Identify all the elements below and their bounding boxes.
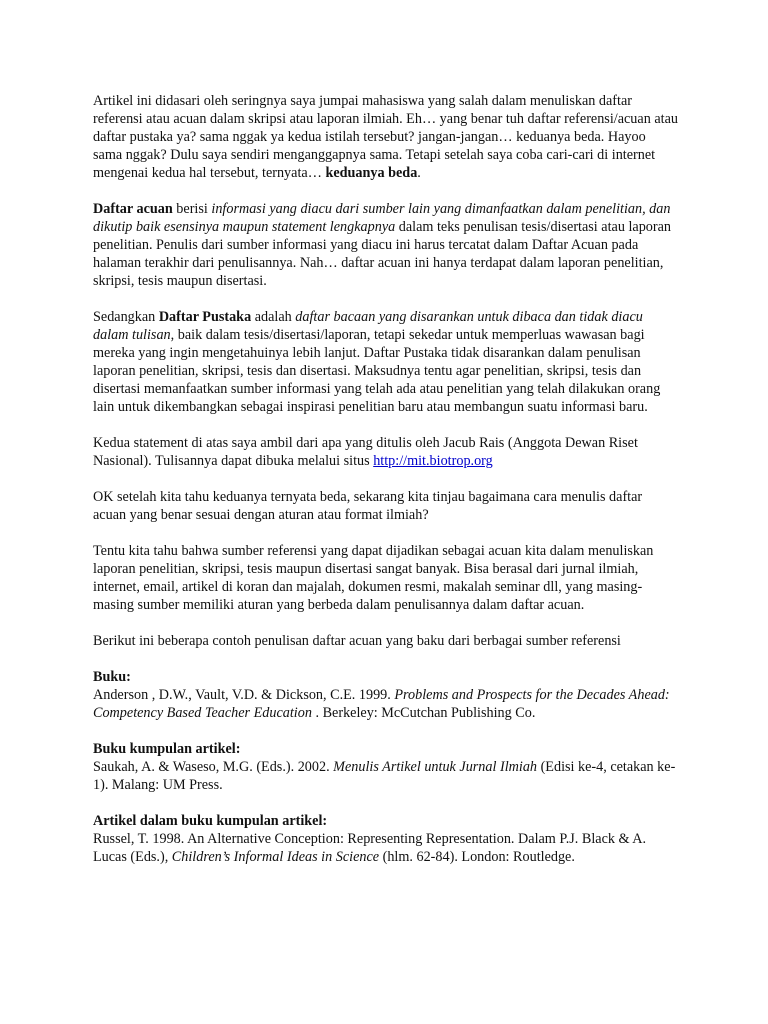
daftar-pustaka-definition: daftar bacaan yang disarankan untuk dibaca dan tidak diacu dalam tulisan (93, 309, 643, 343)
intro-emphasis: keduanya beda (325, 165, 418, 181)
daftar-acuan-paragraph (93, 200, 678, 290)
reference-sources-paragraph: Tentu kita tahu bahwa sumber referensi yang dapat dijadikan sebagai acuan kita dalam menuliskan laporan penelitian, skripsi, tesis maupun disertasi sangat banyak. Bisa berasal dari jurnal ilmiah, internet, email, artikel di koran dan majalah, dokumen resmi, makalah seminar dll, yang masing-masing sumber memiliki aturan yang berbeda dalam penulisannya dalam daftar acuan. (93, 543, 654, 613)
section-heading-buku: Buku: (93, 669, 131, 685)
daftar-pustaka-text-1: Sedangkan (93, 309, 159, 325)
reference-entry-buku (93, 668, 678, 722)
ref-buku-text-1: Anderson , D.W., Vault, V.D. & Dickson, C.E. 1999. (93, 687, 395, 703)
ref-kumpulan-title: Menulis Artikel untuk Jurnal Ilmiah (333, 759, 538, 775)
daftar-pustaka-text-3: , baik dalam tesis/disertasi/laporan, tetapi sekedar untuk memperluas wawasan bagi mereka yang ingin mengetahuinya lebih lanjut. Daftar Pustaka tidak disarankan dalam penulisan laporan penelitian, skripsi, tesis dan disertasi. Maksudnya tentu agar penelitian, skripsi, tesis dan disertasi memanfaatkan sumber informasi yang telah ada atau penelitian yang telah dilakukan orang lain untuk dikembangkan sebagai inspirasi penelitian baru atau membangun suatu informasi baru. (93, 327, 661, 415)
ref-artikel-title: Children’s Informal Ideas in Science (171, 849, 380, 865)
reference-entry-artikel (93, 812, 678, 866)
daftar-acuan-definition: informasi yang diacu dari sumber lain yang dimanfaatkan dalam penelitian, dan dikutip baik esensinya maupun statement lengkapnya (93, 201, 671, 235)
source-text: Kedua statement di atas saya ambil dari apa yang ditulis oleh Jacub Rais (Anggota Dewan Riset Nasional). Tulisannya dapat dibuka melalui situs (93, 435, 638, 469)
ref-kumpulan-text-1: Saukah, A. & Waseso, M.G. (Eds.). 2002. (93, 759, 334, 775)
daftar-acuan-text-1: berisi (172, 201, 212, 217)
daftar-acuan-term: Daftar acuan (93, 201, 173, 217)
intro-end: . (417, 165, 421, 181)
daftar-pustaka-text-2: adalah (251, 309, 296, 325)
section-buku (93, 668, 678, 722)
intro-paragraph (93, 92, 678, 182)
question-paragraph: OK setelah kita tahu keduanya ternyata beda, sekarang kita tinjau bagaimana cara menulis daftar acuan yang benar sesuai dengan aturan atau format ilmiah? (93, 489, 643, 523)
section-heading-artikel: Artikel dalam buku kumpulan artikel: (93, 813, 328, 829)
daftar-pustaka-paragraph (93, 308, 678, 416)
examples-intro-paragraph: Berikut ini beberapa contoh penulisan daftar acuan yang baku dari berbagai sumber referensi (93, 633, 621, 649)
ref-buku-title: Problems and Prospects for the Decades Ahead: Competency Based Teacher Education (93, 687, 670, 721)
ref-kumpulan-text-2: (Edisi ke-4, cetakan ke-1). Malang: UM Press. (93, 759, 676, 793)
daftar-pustaka-term: Daftar Pustaka (158, 309, 252, 325)
section-heading-kumpulan: Buku kumpulan artikel: (93, 741, 241, 757)
reference-entry-kumpulan (93, 740, 678, 794)
section-artikel (93, 812, 678, 866)
daftar-acuan-text-2: dalam teks penulisan tesis/disertasi atau laporan penelitian. Penulis dari sumber informasi yang diacu ini harus tercatat dalam Daftar Acuan pada halaman terakhir dari penulisannya. Nah… daftar acuan ini hanya terdapat dalam laporan penelitian, skripsi, tesis maupun disertasi. (93, 219, 672, 289)
intro-text: Artikel ini didasari oleh seringnya saya jumpai mahasiswa yang salah dalam menuliskan daftar referensi atau acuan dalam skripsi atau laporan ilmiah. Eh… yang benar tuh daftar referensi/acuan atau daftar pustaka ya? sama nggak ya kedua istilah tersebut? jangan-jangan… keduanya beda. Hayoo sama nggak? Dulu saya sendiri menganggapnya sama. Tetapi setelah saya coba cari-cari di internet mengenai kedua hal tersebut, ternyata… (93, 93, 678, 181)
ref-artikel-text-1: Russel, T. 1998. An Alternative Conception: Representing Representation. Dalam P.J. Black & A. Lucas (Eds.), (93, 831, 647, 865)
ref-buku-text-2: . Berkeley: McCutchan Publishing Co. (311, 705, 536, 721)
source-link[interactable]: http://mit.biotrop.org (373, 453, 493, 469)
ref-artikel-text-2: (hlm. 62-84). London: Routledge. (379, 849, 575, 865)
section-buku-kumpulan (93, 740, 678, 794)
source-paragraph (93, 434, 678, 470)
